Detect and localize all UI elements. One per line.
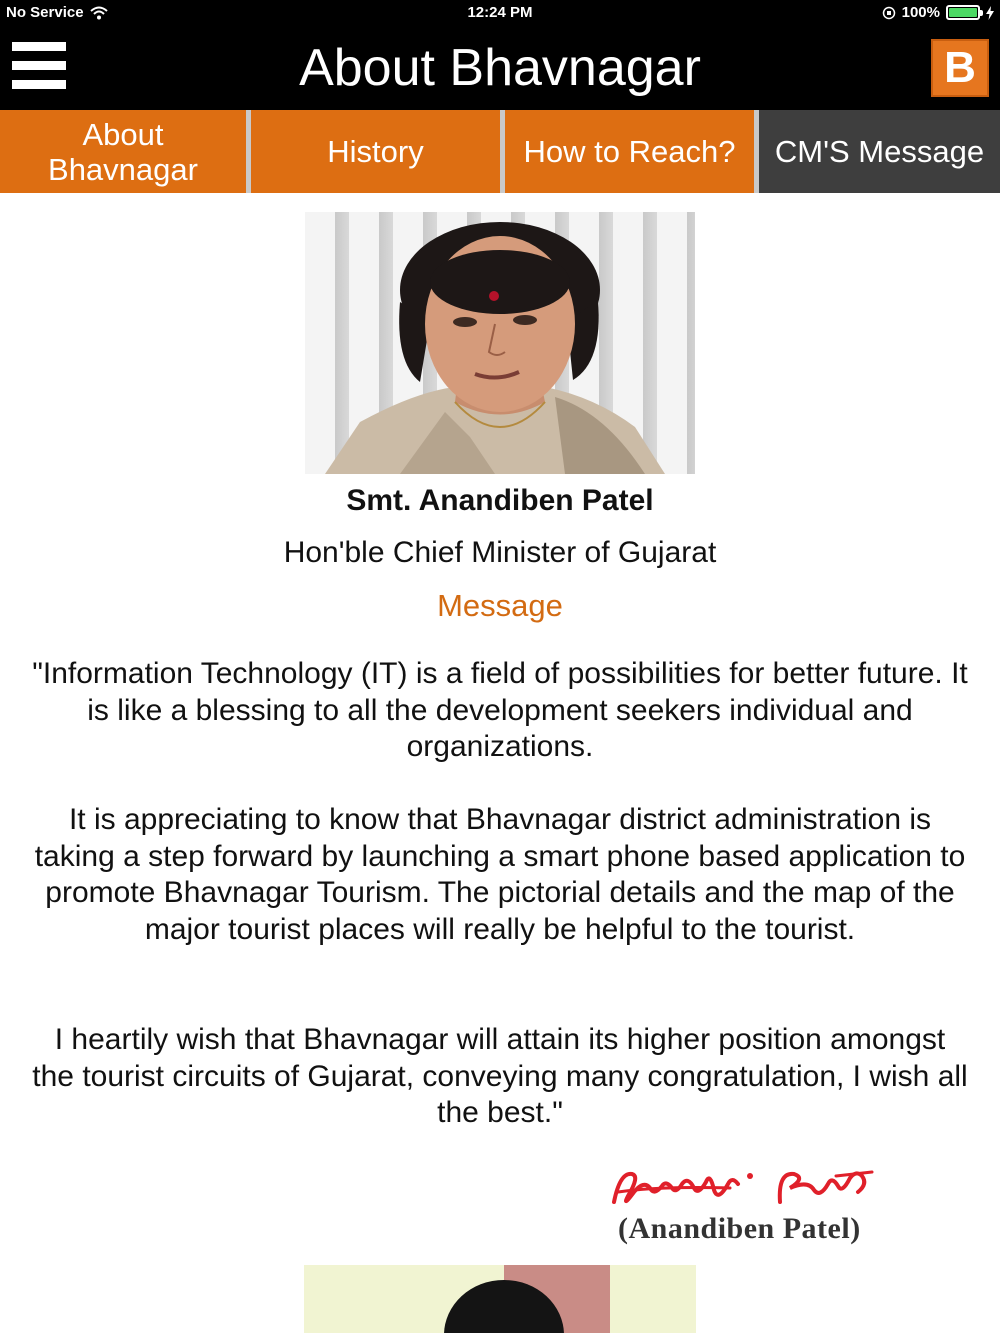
battery-icon (946, 5, 980, 20)
carrier-label: No Service (6, 4, 84, 21)
tab-about-bhavnagar[interactable]: About Bhavnagar (0, 110, 246, 193)
next-portrait-image (304, 1265, 696, 1333)
cm-role: Hon'ble Chief Minister of Gujarat (283, 536, 717, 569)
status-time: 12:24 PM (467, 4, 533, 21)
page-title: About Bhavnagar (299, 39, 701, 97)
tab-how-to-reach[interactable]: How to Reach? (505, 110, 754, 193)
charging-icon (986, 6, 994, 20)
cm-portrait-image (305, 212, 695, 474)
message-paragraph-3: I heartily wish that Bhavnagar will attain its higher position amongst the tourist circuits of Gujarat, conveying many congratulation, I wish all the best." (32, 1023, 968, 1130)
section-tabs (0, 110, 1000, 193)
message-heading: Message (437, 588, 563, 623)
status-right (882, 4, 994, 21)
status-bar (0, 0, 1000, 26)
message-paragraph-1: "Information Technology (IT) is a field of possibilities for better future. It is like a blessing to all the development seekers individual and organizations. (32, 657, 968, 764)
message-paragraph-2: It is appreciating to know that Bhavnagar district administration is taking a step forward by launching a smart phone based application to promote Bhavnagar Tourism. The pictorial details and the map of the major tourist places will really be helpful to the tourist. (34, 803, 966, 947)
signature-image (610, 1162, 875, 1218)
battery-percent: 100% (901, 4, 940, 21)
orientation-lock-icon (882, 6, 896, 20)
tab-history[interactable]: History (251, 110, 500, 193)
app-header (0, 26, 1000, 110)
signature-name: (Anandiben Patel) (618, 1212, 861, 1245)
battery-fill (949, 8, 977, 17)
tab-cms-message[interactable]: CM'S Message (759, 110, 1000, 193)
brand-logo[interactable]: B (931, 39, 989, 97)
cm-name: Smt. Anandiben Patel (346, 484, 654, 517)
